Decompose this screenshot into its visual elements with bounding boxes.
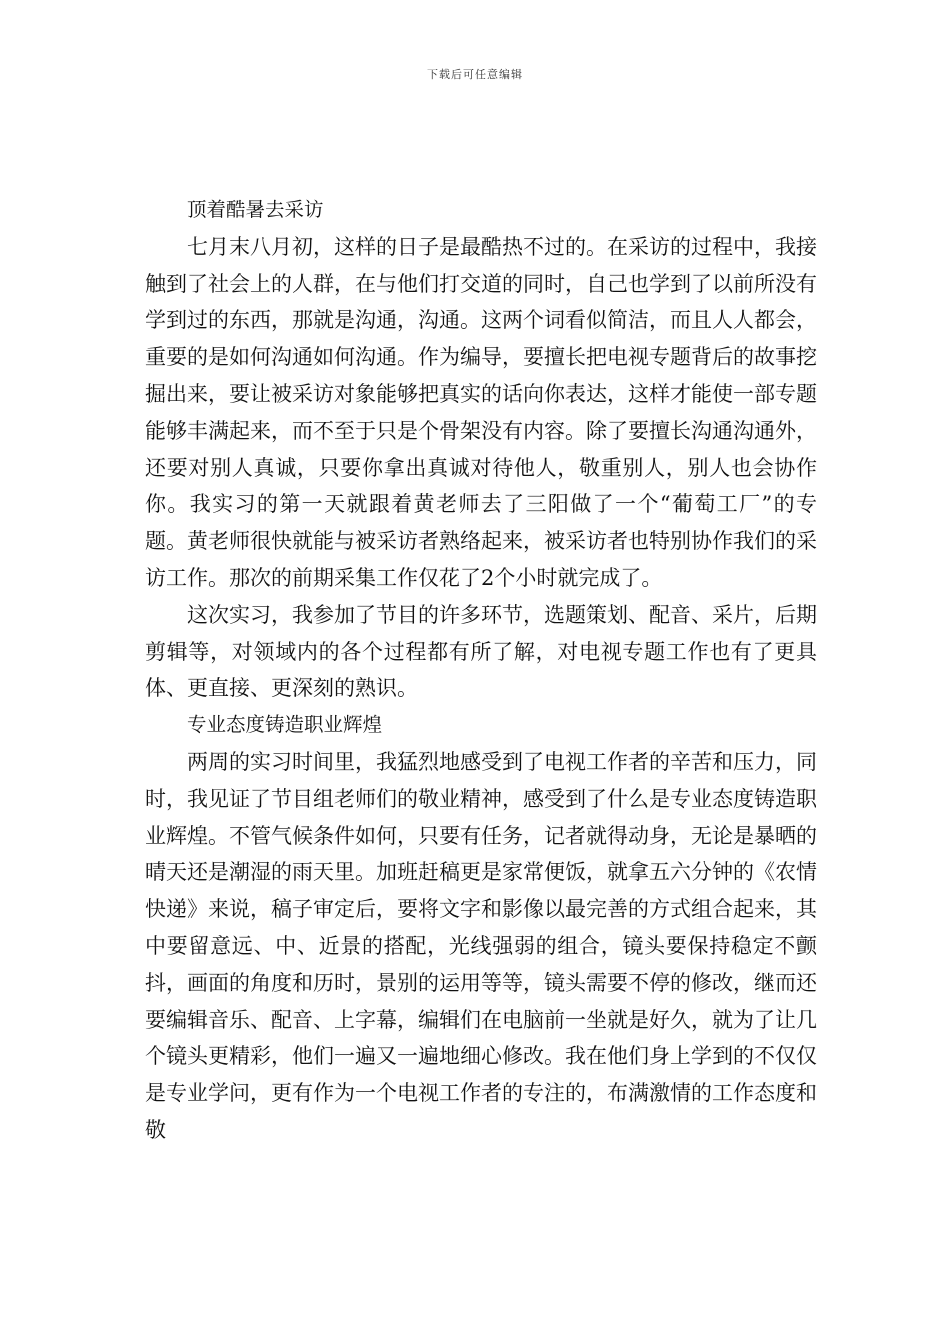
page-header: 下载后可任意编辑 (427, 68, 523, 81)
document-body (145, 192, 817, 1149)
section-heading-1: 顶着酷暑去采访 (187, 198, 324, 221)
paragraph-1: 七月末八月初，这样的日子是最酷热不过的。在采访的过程中，我接触到了社会上的人群，在与他们打交道的同时，自己也学到了以前所没有学到过的东西，那就是沟通，沟通。这两个词看似简洁，而且人人都会，重要的是如何沟通如何沟通。作为编导，要擅长把电视专题背后的故事挖掘出来，要让被采访对象能够把真实的话向你表达，这样才能使一部专题能够丰满起来，而不至于只是个骨架没有内容。除了要擅长沟通沟通外，还要对别人真诚，只要你拿出真诚对待他人，敬重别人，别人也会协作你。我实习的第一天就跟着黄老师去了三阳做了一个“葡萄工厂”的专题。黄老师很快就能与被采访者熟络起来，被采访者也特别协作我们的采访工作。那次的前期采集工作仅花了2个小时就完成了。 (145, 234, 817, 590)
section-heading-2: 专业态度铸造职业辉煌 (187, 713, 383, 737)
paragraph-2: 这次实习，我参加了节目的许多环节，选题策划、配音、采片，后期剪辑等，对领域内的各个过程都有所了解，对电视专题工作也有了更具体、更直接、更深刻的熟识。 (145, 602, 817, 701)
paragraph-3: 两周的实习时间里，我猛烈地感受到了电视工作者的辛苦和压力，同时，我见证了节目组老师们的敬业精神，感受到了什么是专业态度铸造职业辉煌。不管气候条件如何，只要有任务，记者就得动身，无论是暴晒的晴天还是潮湿的雨天里。加班赶稿更是家常便饭，就拿五六分钟的《农情快递》来说，稿子审定后，要将文字和影像以最完善的方式组合起来，其中要留意远、中、近景的搭配，光线强弱的组合，镜头要保持稳定不颤抖，画面的角度和历时，景别的运用等等，镜头需要不停的修改，继而还要编辑音乐、配音、上字幕，编辑们在电脑前一坐就是好久，就为了让几个镜头更精彩，他们一遍又一遍地细心修改。我在他们身上学到的不仅仅是专业学问，更有作为一个电视工作者的专注的，布满激情的工作态度和敬 (145, 749, 817, 1142)
